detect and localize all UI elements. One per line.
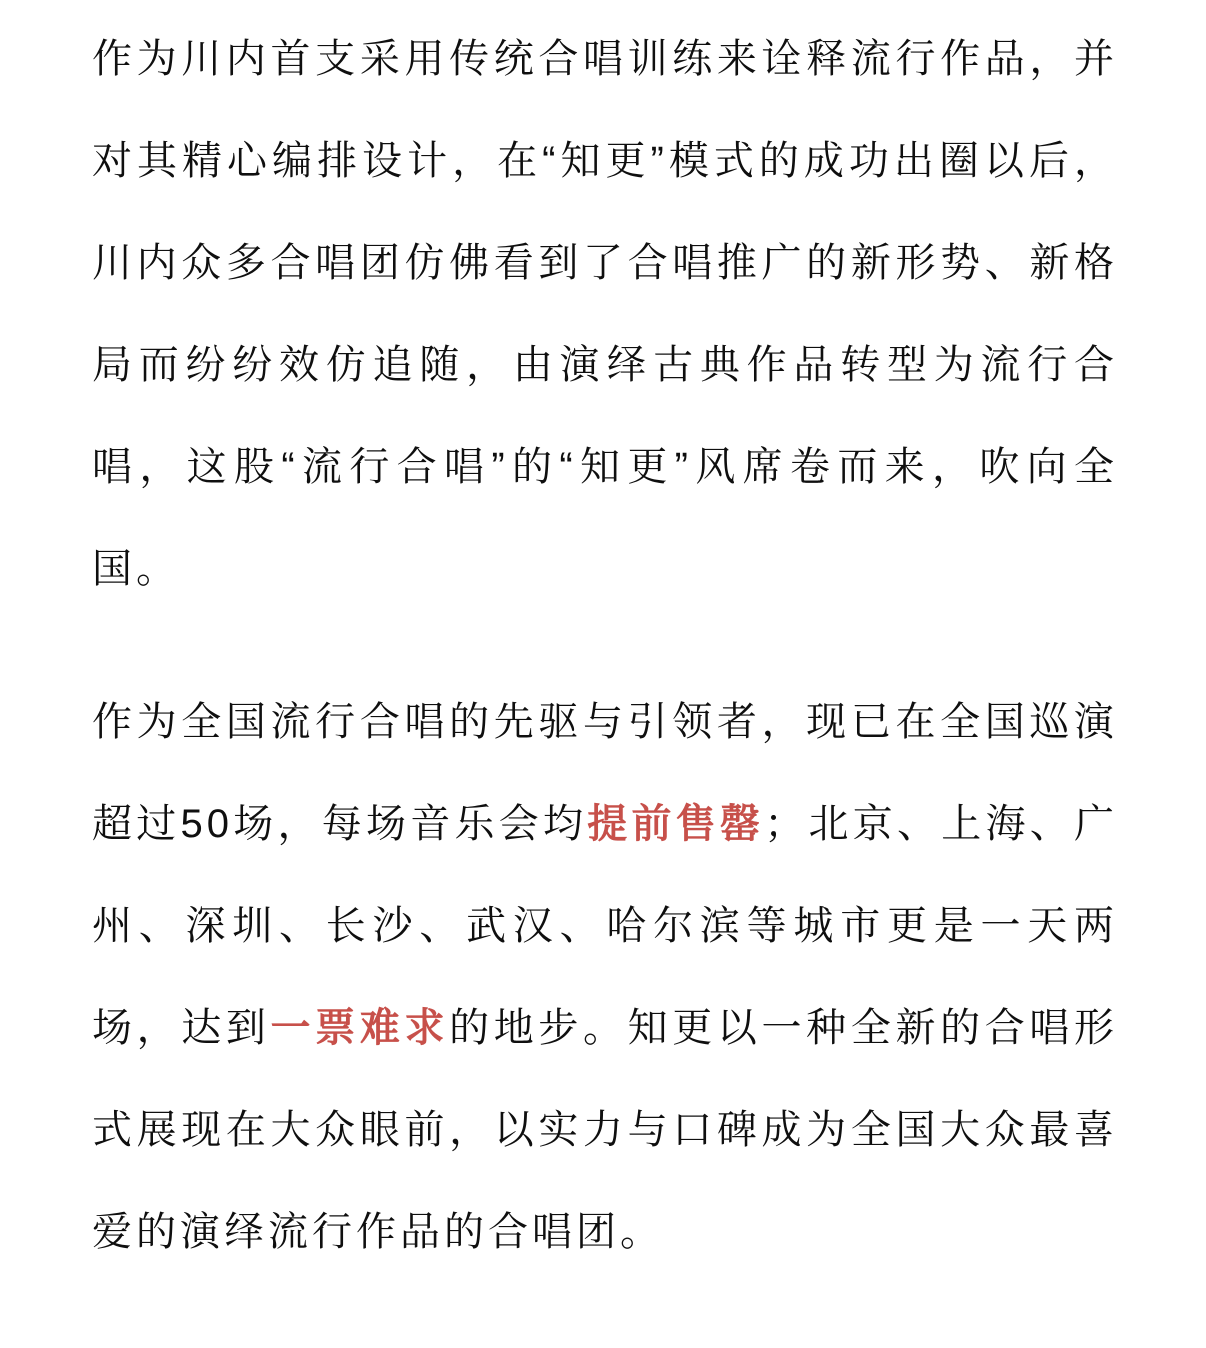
- paragraph: [92, 8, 1118, 620]
- text-segment: 的地步。知更以一种全新的合唱形式展现在大众眼前，以实力与口碑成为全国大众最喜爱的演绎流行作品的合唱团。: [92, 1006, 1119, 1254]
- text-segment: ；北京、上海、广州、深圳、长沙、武汉、哈尔滨等城市更是一天两场，达到: [92, 802, 1118, 1050]
- highlight-red: 提前售罄: [587, 802, 765, 846]
- text-segment: 作为川内首支采用传统合唱训练来诠释流行作品，并对其精心编排设计，在“知更”模式的成功出圈以后，川内众多合唱团仿佛看到了合唱推广的新形势、新格局而纷纷效仿追随，由演绎古典作品转型为流行合唱，这股“流行合唱”的“知更”风席卷而来，吹向全国。: [92, 37, 1118, 591]
- article-body: [92, 8, 1118, 1283]
- text-segment: 作为全国流行合唱的先驱与引领者，现已在全国巡演超过50场，每场音乐会均: [92, 700, 1118, 846]
- paragraph: [92, 671, 1118, 1283]
- highlight-red: 一票难求: [270, 1006, 450, 1050]
